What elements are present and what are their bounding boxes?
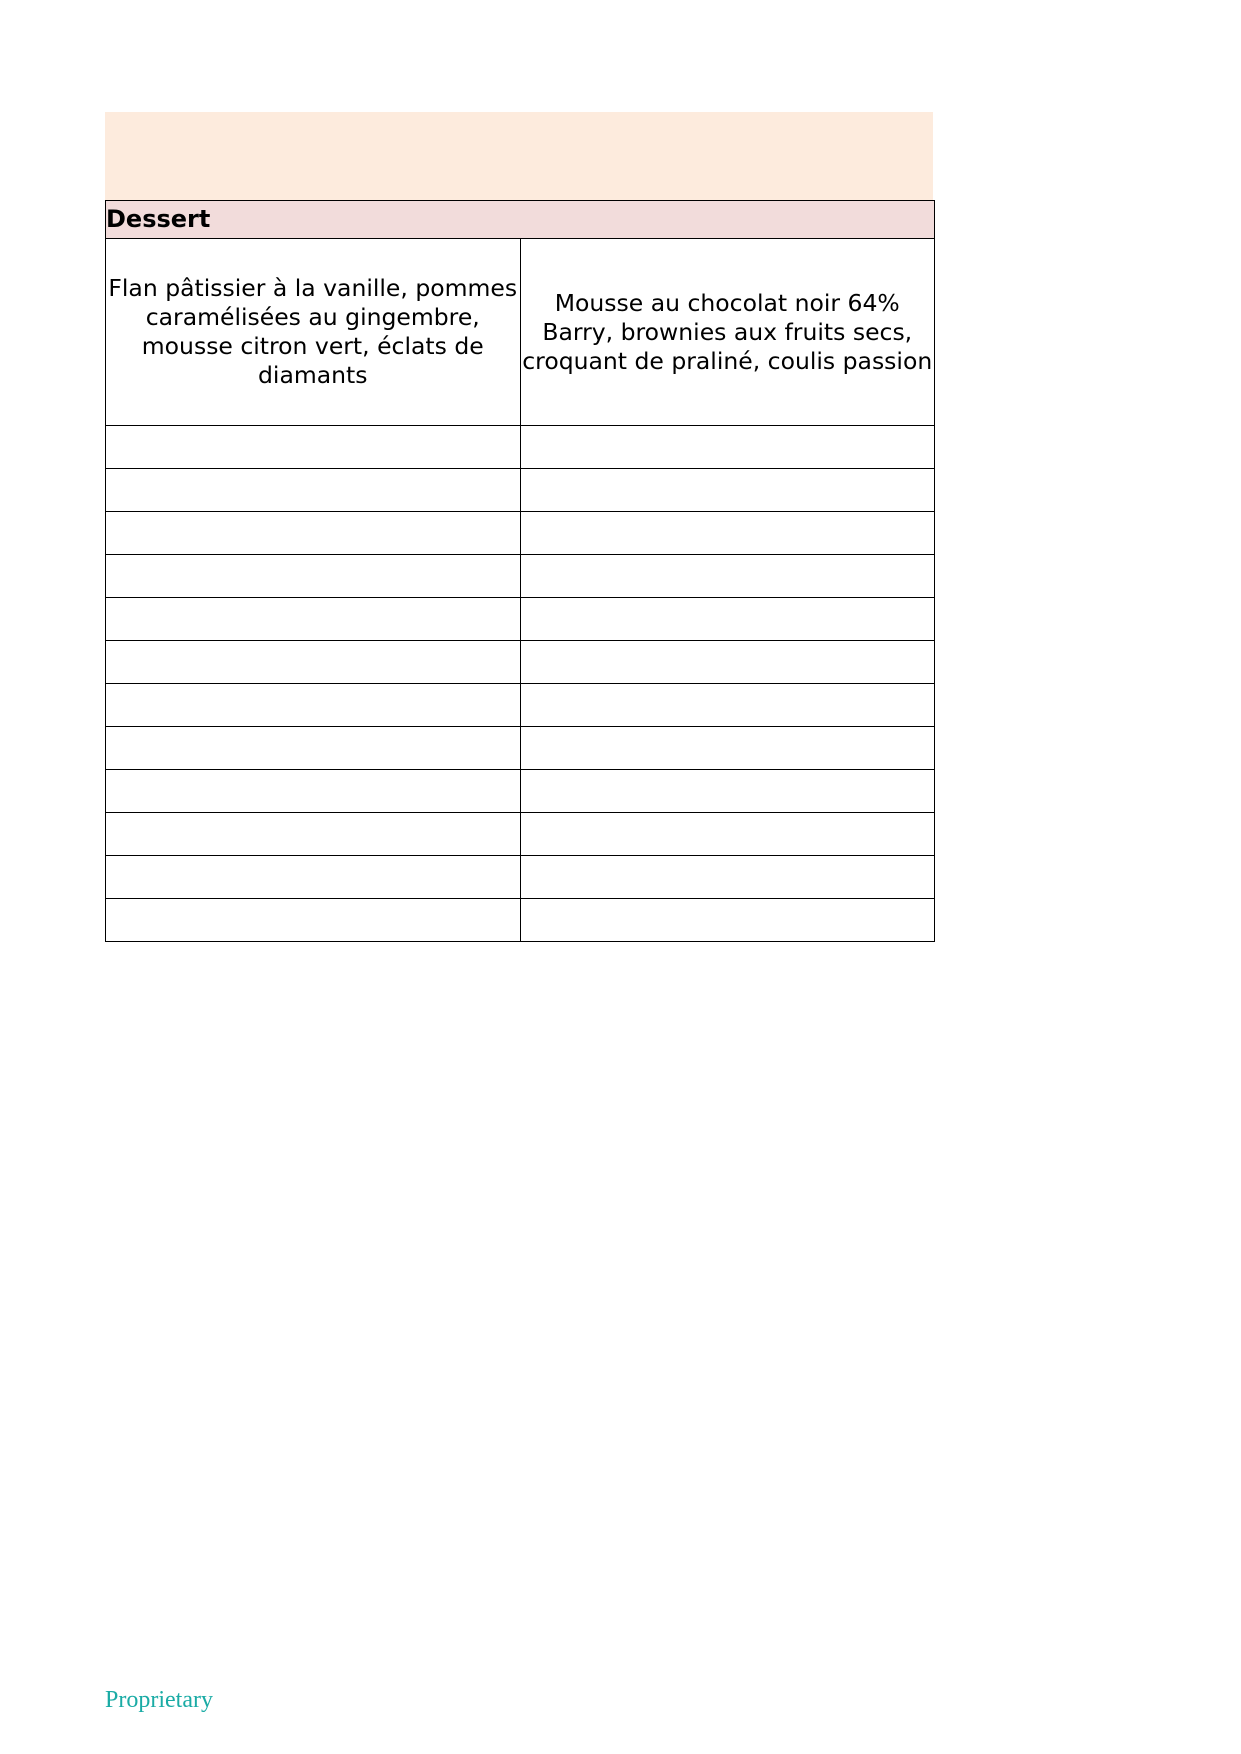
empty-cell[interactable] bbox=[106, 641, 521, 684]
empty-row bbox=[106, 598, 935, 641]
section-header-row bbox=[106, 201, 935, 239]
empty-cell[interactable] bbox=[520, 684, 935, 727]
empty-cell[interactable] bbox=[106, 899, 521, 942]
empty-cell[interactable] bbox=[520, 727, 935, 770]
empty-cell[interactable] bbox=[520, 555, 935, 598]
empty-cell[interactable] bbox=[106, 856, 521, 899]
dessert-sheet bbox=[105, 112, 933, 942]
empty-cell[interactable] bbox=[520, 598, 935, 641]
proprietary-label: Proprietary bbox=[105, 1687, 213, 1713]
dish-description-right: Mousse au chocolat noir 64% Barry, brownies aux fruits secs, croquant de praliné, coulis passion bbox=[520, 239, 935, 426]
empty-row bbox=[106, 813, 935, 856]
empty-cell[interactable] bbox=[520, 512, 935, 555]
empty-row bbox=[106, 727, 935, 770]
empty-cell[interactable] bbox=[106, 426, 521, 469]
section-title: Dessert bbox=[106, 201, 935, 239]
empty-cell[interactable] bbox=[520, 426, 935, 469]
empty-cell[interactable] bbox=[106, 727, 521, 770]
dessert-table bbox=[105, 200, 935, 942]
empty-cell[interactable] bbox=[106, 469, 521, 512]
empty-cell[interactable] bbox=[106, 813, 521, 856]
empty-cell[interactable] bbox=[520, 813, 935, 856]
empty-row bbox=[106, 684, 935, 727]
dish-row bbox=[106, 239, 935, 426]
empty-row bbox=[106, 512, 935, 555]
empty-cell[interactable] bbox=[520, 856, 935, 899]
empty-cell[interactable] bbox=[520, 641, 935, 684]
dish-description-left: Flan pâtissier à la vanille, pommes caramélisées au gingembre, mousse citron vert, éclats de diamants bbox=[106, 239, 521, 426]
empty-row bbox=[106, 856, 935, 899]
empty-cell[interactable] bbox=[106, 684, 521, 727]
empty-row bbox=[106, 641, 935, 684]
empty-row bbox=[106, 469, 935, 512]
empty-cell[interactable] bbox=[520, 469, 935, 512]
empty-cell[interactable] bbox=[106, 512, 521, 555]
empty-cell[interactable] bbox=[106, 598, 521, 641]
empty-cell[interactable] bbox=[106, 770, 521, 813]
empty-cell[interactable] bbox=[520, 770, 935, 813]
empty-row bbox=[106, 899, 935, 942]
empty-cell[interactable] bbox=[520, 899, 935, 942]
empty-row bbox=[106, 426, 935, 469]
empty-cell[interactable] bbox=[106, 555, 521, 598]
empty-row bbox=[106, 555, 935, 598]
header-banner bbox=[105, 112, 933, 200]
empty-row bbox=[106, 770, 935, 813]
dessert-table-body bbox=[106, 201, 935, 942]
